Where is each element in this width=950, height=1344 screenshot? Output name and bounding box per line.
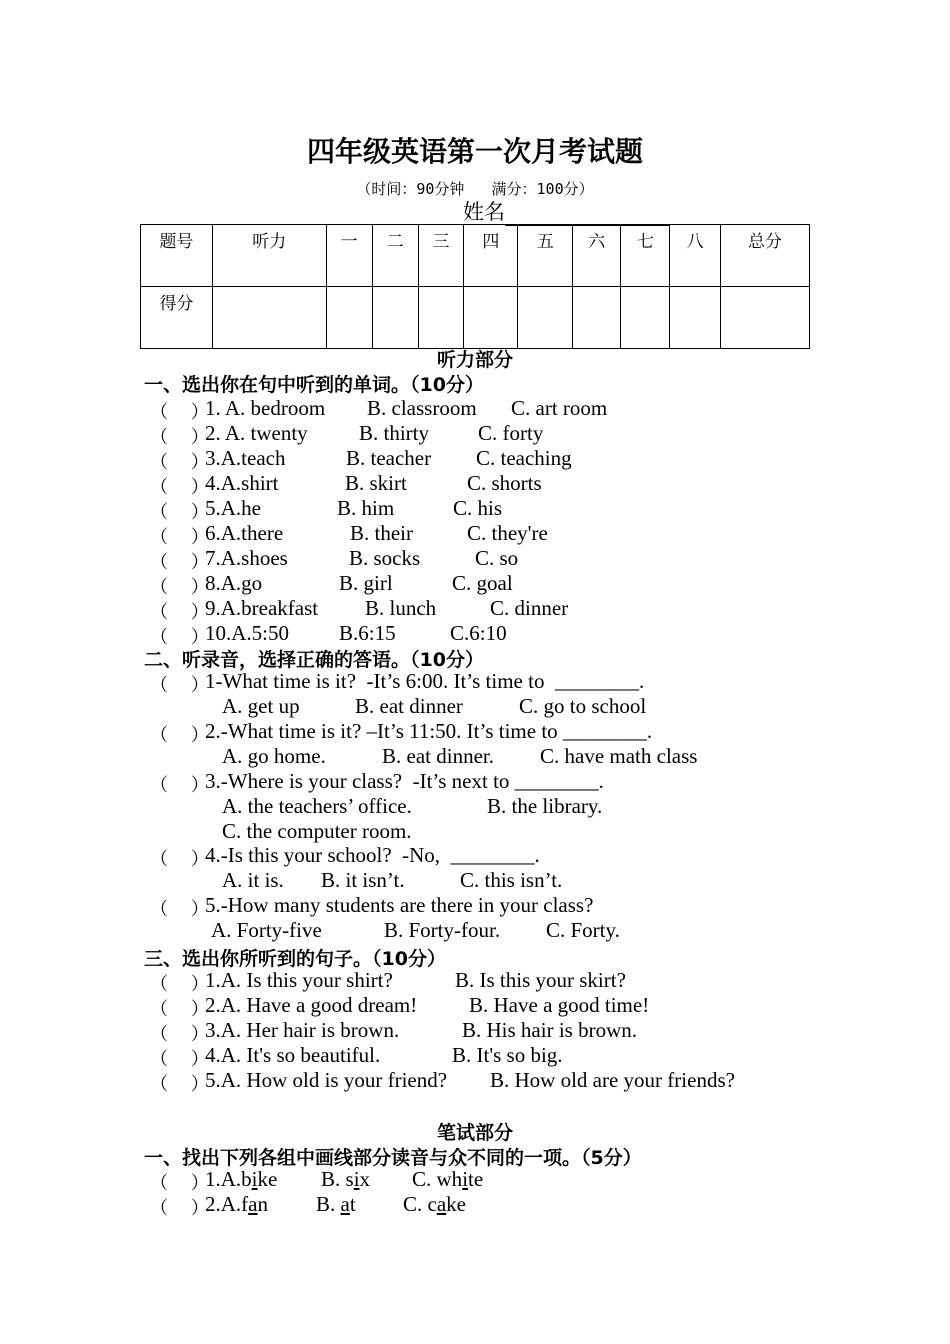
option-text: ke <box>257 1167 278 1191</box>
answer-blank[interactable]: （ ） <box>150 502 209 523</box>
option-text: C. wh <box>412 1167 463 1191</box>
answer-blank[interactable]: （ ） <box>150 452 209 473</box>
option-text: B. <box>316 1192 341 1216</box>
answer-blank[interactable]: （ ） <box>150 675 209 696</box>
option-c: C. forty <box>478 421 544 445</box>
phonics-option-c <box>403 1192 466 1217</box>
header-cell: 听力 <box>212 225 326 287</box>
option-a: A. Forty-five <box>211 918 322 942</box>
option-text: 2.A.f <box>205 1192 249 1216</box>
header-cell: 五 <box>518 225 573 287</box>
name-label: 姓名 <box>463 200 505 224</box>
phonics-option-b <box>321 1167 370 1192</box>
option-c: C. art room <box>511 396 608 420</box>
option-a: 1.A. Is this your shirt? <box>205 968 393 992</box>
option-a: 4.A. It's so beautiful. <box>205 1043 381 1067</box>
answer-blank[interactable]: （ ） <box>150 577 209 598</box>
option-c: C. Forty. <box>546 918 620 942</box>
header-cell: 四 <box>464 225 518 287</box>
question-text: 1-What time is it? -It’s 6:00. It’s time to ________. <box>205 669 645 693</box>
score-table <box>140 224 810 349</box>
answer-blank[interactable]: （ ） <box>150 999 209 1020</box>
name-blank[interactable] <box>505 205 670 226</box>
answer-blank[interactable]: （ ） <box>150 602 209 623</box>
option-b: B. teacher <box>346 446 432 470</box>
option-a: 4.A.shirt <box>205 471 279 495</box>
score-cell[interactable] <box>372 287 418 349</box>
option-c: C. his <box>453 496 503 520</box>
option-text: ke <box>446 1192 466 1216</box>
option-a: A. get up <box>222 694 300 718</box>
question-text: 4.-Is this your school? -No, ________. <box>205 843 540 867</box>
option-b: B. the library. <box>487 794 603 818</box>
underlined-letter: i <box>353 1167 360 1191</box>
phonics-option-b <box>316 1192 356 1217</box>
option-b: B. eat dinner. <box>382 744 494 768</box>
underlined-letter: a <box>248 1192 258 1216</box>
option-c: C. shorts <box>467 471 542 495</box>
score-cell[interactable] <box>573 287 621 349</box>
option-a: 7.A.shoes <box>205 546 288 570</box>
score-cell[interactable] <box>518 287 573 349</box>
exam-subtitle: （时间：90分钟 满分：100分） <box>356 180 594 198</box>
answer-blank[interactable]: （ ） <box>150 899 209 920</box>
option-c: C. they're <box>467 521 548 545</box>
option-a: A. go home. <box>222 744 326 768</box>
option-b: B. eat dinner <box>355 694 463 718</box>
option-b: B. Is this your skirt? <box>455 968 626 992</box>
header-cell: 一 <box>326 225 372 287</box>
option-b: B. lunch <box>365 596 437 620</box>
score-cell[interactable] <box>621 287 670 349</box>
section1-heading: 一、选出你在句中听到的单词。（10分） <box>144 374 484 396</box>
option-c: C. goal <box>452 571 513 595</box>
option-b: B. their <box>350 521 413 545</box>
score-cell[interactable] <box>212 287 326 349</box>
option-a: 6.A.there <box>205 521 284 545</box>
option-text: t <box>349 1192 356 1216</box>
answer-blank[interactable]: （ ） <box>150 527 209 548</box>
answer-blank[interactable]: （ ） <box>150 1074 209 1095</box>
option-a: A. it is. <box>222 868 284 892</box>
written-heading: 笔试部分 <box>436 1122 513 1144</box>
option-b: B. Have a good time! <box>469 993 650 1017</box>
answer-blank[interactable]: （ ） <box>150 775 209 796</box>
option-a: 3.A.teach <box>205 446 286 470</box>
option-b: B. socks <box>349 546 421 570</box>
score-table-header-row <box>141 225 810 287</box>
answer-blank[interactable]: （ ） <box>150 552 209 573</box>
option-b: B. classroom <box>367 396 477 420</box>
header-cell: 七 <box>621 225 670 287</box>
option-a: 10.A.5:50 <box>205 621 289 645</box>
option-c: C. go to school <box>519 694 647 718</box>
option-b: B. it isn’t. <box>321 868 405 892</box>
option-b: B. him <box>337 496 395 520</box>
question-text: 5.-How many students are there in your class? <box>205 893 594 917</box>
option-b: B. His hair is brown. <box>462 1018 637 1042</box>
answer-blank[interactable]: （ ） <box>150 1049 209 1070</box>
answer-blank[interactable]: （ ） <box>150 849 209 870</box>
option-text: C. c <box>403 1192 437 1216</box>
score-cell[interactable] <box>670 287 721 349</box>
option-c: C.6:10 <box>450 621 507 645</box>
option-a: 2. A. twenty <box>205 421 308 445</box>
score-cell[interactable] <box>721 287 810 349</box>
underlined-letter: i <box>462 1167 469 1191</box>
section2-heading: 二、听录音，选择正确的答语。（10分） <box>144 649 484 671</box>
option-b: B. How old are your friends? <box>490 1068 735 1092</box>
option-a: A. the teachers’ office. <box>222 794 412 818</box>
answer-blank[interactable]: （ ） <box>150 1173 209 1194</box>
question-text: 2.-What time is it? –It’s 11:50. It’s time to ________. <box>205 719 653 743</box>
header-cell: 总分 <box>721 225 810 287</box>
option-c: C. the computer room. <box>222 819 412 843</box>
page-title: 四年级英语第一次月考试题 <box>306 135 643 168</box>
score-table-score-row <box>141 287 810 349</box>
phonics-option-a <box>205 1167 277 1192</box>
phonics-option-a <box>205 1192 268 1217</box>
option-c: C. have math class <box>540 744 698 768</box>
option-a: 9.A.breakfast <box>205 596 319 620</box>
underlined-letter: a <box>340 1192 350 1216</box>
score-cell[interactable] <box>418 287 464 349</box>
option-b: B. skirt <box>345 471 407 495</box>
header-cell: 题号 <box>141 225 213 287</box>
answer-blank[interactable]: （ ） <box>150 477 209 498</box>
option-a: 1. A. bedroom <box>205 396 326 420</box>
option-a: 2.A. Have a good dream! <box>205 993 418 1017</box>
option-b: B. It's so big. <box>452 1043 563 1067</box>
header-cell: 二 <box>372 225 418 287</box>
option-a: 5.A.he <box>205 496 261 520</box>
option-b: B. Forty-four. <box>384 918 501 942</box>
header-cell: 三 <box>418 225 464 287</box>
option-b: B. girl <box>339 571 393 595</box>
option-c: C. teaching <box>476 446 572 470</box>
option-a: 5.A. How old is your friend? <box>205 1068 448 1092</box>
score-cell[interactable] <box>326 287 372 349</box>
underlined-letter: a <box>436 1192 447 1216</box>
answer-blank[interactable]: （ ） <box>150 725 209 746</box>
answer-blank[interactable]: （ ） <box>150 402 209 423</box>
answer-blank[interactable]: （ ） <box>150 427 209 448</box>
header-cell: 八 <box>670 225 721 287</box>
option-c: C. so <box>475 546 519 570</box>
answer-blank[interactable]: （ ） <box>150 1024 209 1045</box>
answer-blank[interactable]: （ ） <box>150 1198 209 1219</box>
option-b: B.6:15 <box>339 621 396 645</box>
answer-blank[interactable]: （ ） <box>150 974 209 995</box>
option-text: B. s <box>321 1167 354 1191</box>
question-text: 3.-Where is your class? -It’s next to ________. <box>205 769 604 793</box>
option-text: te <box>468 1167 484 1191</box>
section3-heading: 三、选出你所听到的句子。（10分） <box>144 948 446 970</box>
option-c: C. this isn’t. <box>460 868 563 892</box>
phonics-option-c <box>412 1167 483 1192</box>
underlined-letter: i <box>251 1167 258 1191</box>
option-c: C. dinner <box>490 596 569 620</box>
listening-heading: 听力部分 <box>436 349 513 371</box>
written-section1-heading: 一、找出下列各组中画线部分读音与众不同的一项。（5分） <box>144 1147 642 1169</box>
name-field[interactable] <box>463 196 670 226</box>
option-text: 1.A.b <box>205 1167 252 1191</box>
option-b: B. thirty <box>359 421 430 445</box>
header-cell: 六 <box>573 225 621 287</box>
option-text: n <box>257 1192 268 1216</box>
option-a: 3.A. Her hair is brown. <box>205 1018 400 1042</box>
score-row-label: 得分 <box>141 287 213 349</box>
score-cell[interactable] <box>464 287 518 349</box>
answer-blank[interactable]: （ ） <box>150 627 209 648</box>
option-a: 8.A.go <box>205 571 263 595</box>
option-text: x <box>359 1167 371 1191</box>
